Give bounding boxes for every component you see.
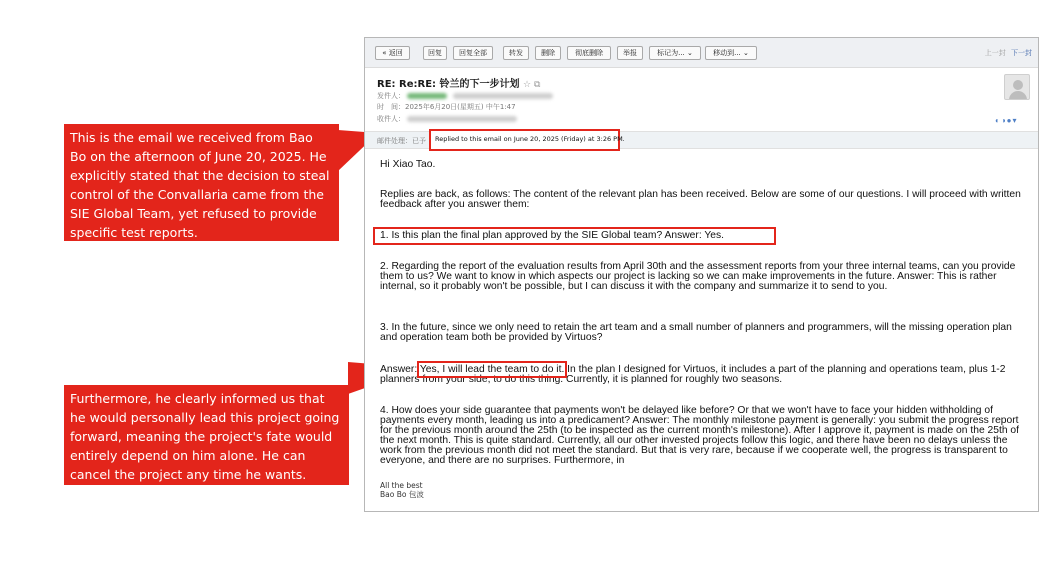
recipient-label: 收件人： — [377, 115, 405, 123]
annotation-callout-top: This is the email we received from Bao Bo on the afternoon of June 20, 2025. He explicitly stated that the decision to steal control of the Convallaria came from the SIE Global Team, yet refused to provide specific test reports. — [64, 124, 339, 241]
chevron-down-icon: ⌄ — [687, 49, 693, 57]
time-value: 2025年6月20日(星期五) 中午1:47 — [405, 103, 516, 111]
reply-button[interactable]: 回复 — [423, 46, 447, 60]
delete-button[interactable]: 删除 — [535, 46, 561, 60]
report-button[interactable]: 举报 — [617, 46, 643, 60]
process-label: 邮件处理：已予 — [377, 137, 426, 145]
next-email-link[interactable]: 下一封 — [1011, 49, 1032, 57]
signoff: All the best — [380, 481, 423, 490]
answer-3-rest: In the plan I designed for Virtuos, it includes a part of the planning and operations team, plus 1-2 planners from your side, to do this thing. Currently, it is planned for roughly two seasons. — [380, 364, 1006, 385]
contact-icons[interactable]: ◐◑●▾ — [995, 116, 1018, 125]
time-label: 时 间： — [377, 103, 405, 111]
intro-paragraph: Replies are back, as follows: The content of the relevant plan has been received. Below are some of our questions. I will proceed with written feedback after you answer them: — [380, 189, 1021, 210]
email-subject — [377, 75, 540, 90]
annotation-callout-bottom: Furthermore, he clearly informed us that he would personally lead this project going forward, meaning the project's fate would entirely depend on him alone. He can cancel the project any time he wants. — [64, 385, 349, 485]
time-row — [377, 102, 516, 112]
move-to-dropdown[interactable] — [705, 46, 757, 60]
back-button[interactable]: « 返回 — [375, 46, 410, 60]
replied-note: Replied to this email on June 20, 2025 (Friday) at 3:26 PM. — [429, 129, 620, 151]
sender-name-redacted — [407, 93, 447, 99]
question-3: 3. In the future, since we only need to retain the art team and a small number of planners and programmers, will the missing operation plan and operation team both be provided by Virtuos? — [380, 322, 1012, 343]
answer-3 — [380, 365, 1030, 385]
sender-row — [377, 91, 553, 101]
recipient-row — [377, 114, 517, 124]
question-1: 1. Is this plan the final plan approved by the SIE Global team? Answer: Yes. — [380, 230, 725, 241]
popout-icon[interactable]: ⧉ — [533, 80, 541, 90]
star-icon[interactable]: ☆ — [523, 80, 532, 90]
mark-as-label: 标记为... — [657, 49, 685, 57]
email-window — [364, 37, 1039, 512]
prev-next-nav — [985, 48, 1032, 58]
prev-email-link[interactable]: 上一封 — [984, 49, 1006, 57]
email-toolbar — [365, 38, 1038, 68]
forward-button[interactable]: 转发 — [503, 46, 529, 60]
greeting: Hi Xiao Tao. — [380, 159, 436, 170]
subject-text: RE: Re:RE: 铃兰的下一步计划 — [377, 79, 520, 90]
chevron-down-icon: ⌄ — [743, 49, 749, 57]
sender-label: 发件人： — [377, 92, 405, 100]
delete-permanently-button[interactable]: 彻底删除 — [567, 46, 611, 60]
avatar — [1004, 74, 1030, 100]
reply-all-button[interactable]: 回复全部 — [453, 46, 493, 60]
question-4: 4. How does your side guarantee that payments won't be delayed like before? Or that we won't have to face your hidden withholding of payments every month, leading us into a predicament? Answer: The monthly milestone payment is generally: you submit the progress report for the previous month around the 25th (to be inspected as the current month's milestone). After I approve it, payment is made on the 25th of the next month. This is quite standard. Currently, all our other invested projects follow this logic, and there have been no delays unless the work from the previous month did not meet the standard. But that is very rare, because if we cooperate well, the progress is transparent to everyone, and there are no surprises. Furthermore, in — [380, 405, 1020, 466]
signature: Bao Bo 包波 — [380, 490, 424, 499]
answer-3-prefix: Answer: — [380, 364, 420, 375]
question-2: 2. Regarding the report of the evaluation results from April 30th and the assessment reports from your three internal teams, can you provide them to us? We want to know in which aspects our project is lacking so we can make improvements in the future. Answer: This is rather internal, so it probably won't be possible, but I can discuss it with the company and summarize it to send to you. — [380, 261, 1016, 292]
move-to-label: 移动到... — [713, 49, 741, 57]
sender-address-redacted — [453, 93, 553, 99]
mark-as-dropdown[interactable] — [649, 46, 701, 60]
recipient-redacted — [407, 116, 517, 122]
answer-3-highlight: Yes, I will lead the team to do it. — [419, 364, 565, 375]
